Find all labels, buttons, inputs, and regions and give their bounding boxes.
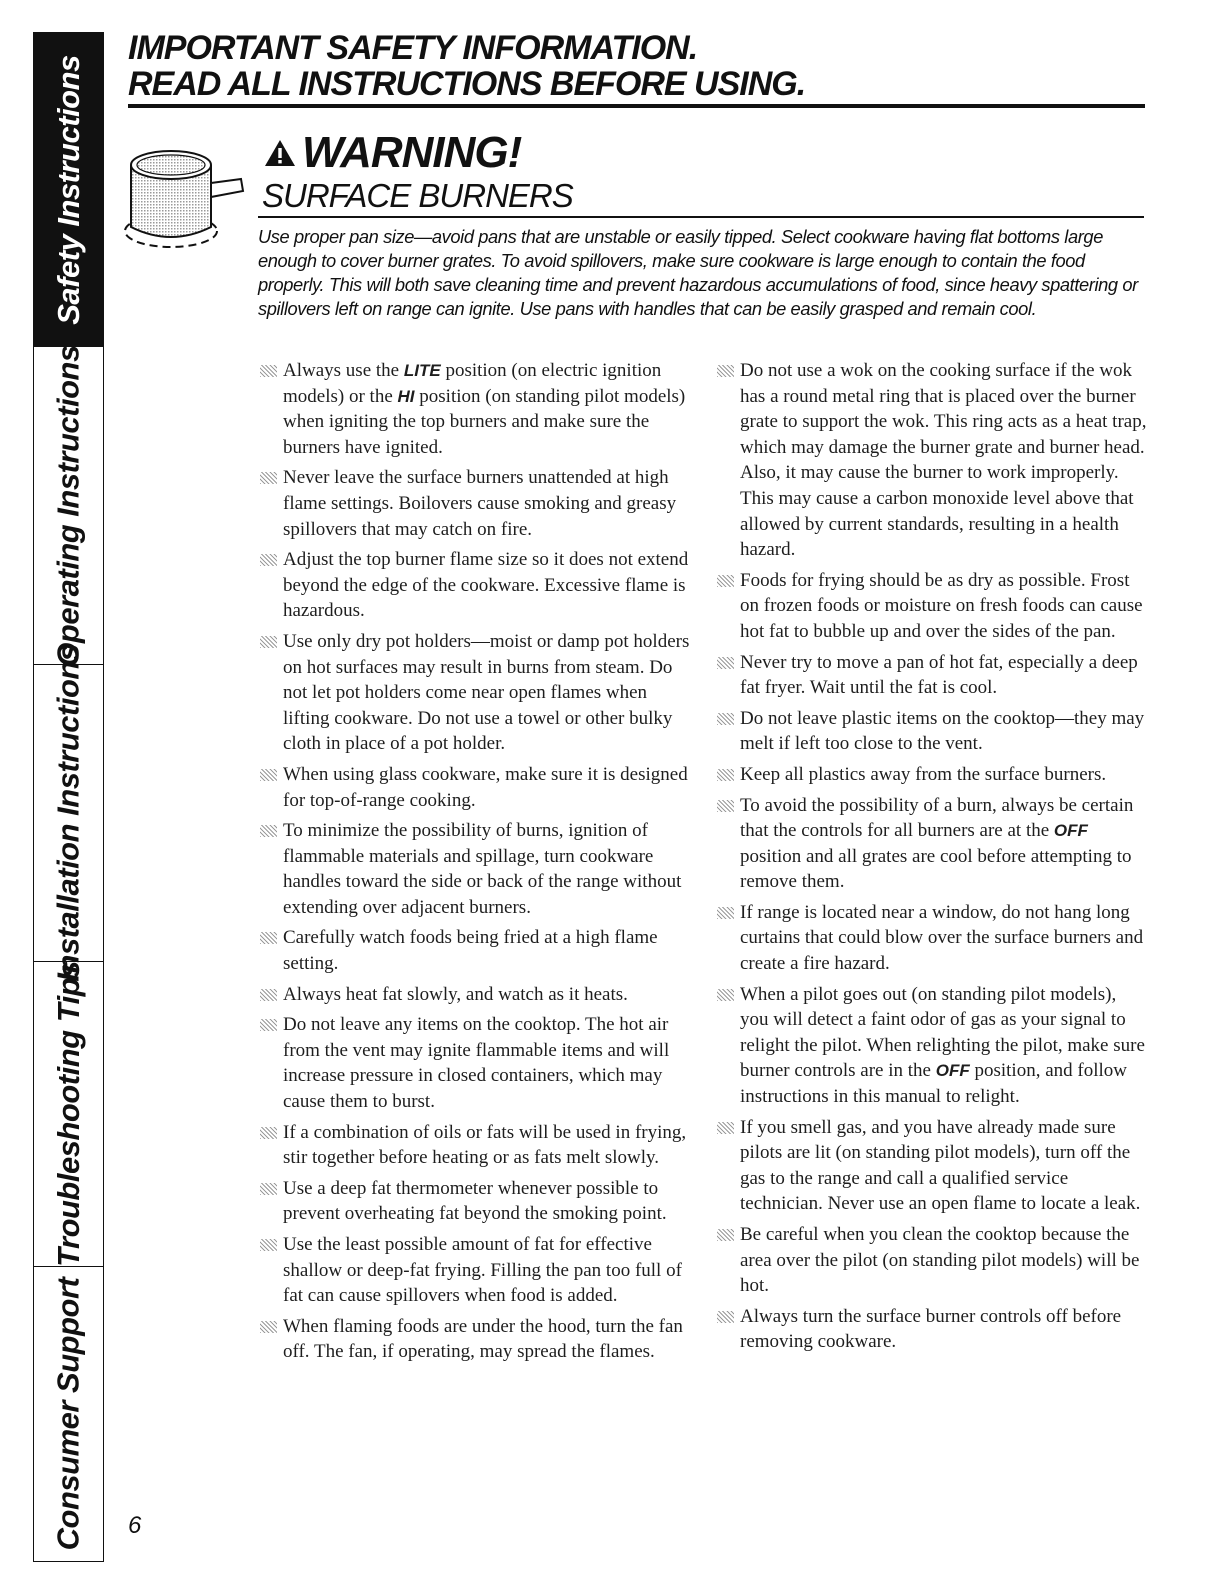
item-text: When a pilot goes out (on standing pilot models), you will detect a faint odor of gas as your signal to relight the pilot. When relighting the pilot, make sure burner controls are in the	[740, 983, 1145, 1082]
bullet-icon	[717, 1311, 734, 1323]
item-text: If you smell gas, and you have already made sure pilots are lit (on standing pilot models), turn off the gas to the range and call a qualified service technician. Never use an open flame to locate a leak.	[740, 1116, 1141, 1215]
item-text: To avoid the possibility of a burn, always be certain that the controls for all burners are at the	[740, 794, 1134, 842]
list-item	[715, 1222, 1147, 1299]
list-item	[258, 925, 696, 976]
left-column	[258, 358, 696, 1370]
tab-label: Installation Instructions	[50, 644, 86, 982]
item-text: Do not leave any items on the cooktop. The hot air from the vent may ignite flammable items and will increase pressure in closed containers, which may cause them to burst.	[283, 1014, 670, 1113]
item-text: Always heat fat slowly, and watch as it heats.	[283, 983, 628, 1005]
page-header	[128, 30, 1144, 102]
list-item	[258, 629, 696, 757]
bullet-icon	[717, 989, 734, 1001]
keyword-hi: HI	[397, 386, 415, 406]
list-item	[258, 1314, 696, 1365]
tab-consumer-support[interactable]	[34, 1267, 103, 1560]
tab-installation-instructions[interactable]	[34, 644, 103, 982]
bullet-icon	[260, 1321, 277, 1333]
bullet-icon	[260, 1127, 277, 1139]
list-item	[258, 358, 696, 460]
list-item	[715, 1304, 1147, 1355]
cooking-pot-icon	[117, 135, 249, 267]
list-item	[715, 762, 1147, 788]
bullet-icon	[260, 636, 277, 648]
item-text: Do not use a wok on the cooking surface if the wok has a round metal ring that is placed over the burner grate to support the wok. This ring acts as a heat trap, which may damage the burner grate and burner head. Also, it may cause the burner to work improperly. This may cause a carbon monoxide level above that allowed by current standards, resulting in a health hazard.	[740, 360, 1147, 561]
item-text: position, and follow instructions in this manual to relight.	[740, 1060, 1128, 1108]
list-item	[258, 1120, 696, 1171]
warning-subtitle: SURFACE BURNERS	[262, 177, 573, 214]
bullet-icon	[717, 365, 734, 377]
bullet-icon	[717, 1122, 734, 1134]
item-text: When using glass cookware, make sure it is designed for top-of-range cooking.	[283, 763, 688, 811]
list-item	[258, 1012, 696, 1114]
item-text: Keep all plastics away from the surface burners.	[740, 763, 1107, 785]
list-item	[715, 568, 1147, 645]
header-line-1: IMPORTANT SAFETY INFORMATION.	[128, 29, 698, 67]
list-item	[715, 793, 1147, 895]
bullet-icon	[260, 825, 277, 837]
bullet-icon	[717, 1229, 734, 1241]
tab-safety-instructions[interactable]	[34, 33, 103, 347]
list-item	[258, 547, 696, 624]
side-tabs	[33, 32, 104, 1562]
list-item	[715, 900, 1147, 977]
tab-label: Operating Instructions	[50, 344, 86, 667]
warning-rule	[258, 216, 1144, 218]
item-text: Use the least possible amount of fat for effective shallow or deep-fat frying. Filling the pan too full of fat can cause spillovers when food is added.	[283, 1234, 682, 1307]
bullet-icon	[717, 713, 734, 725]
bullet-icon	[260, 989, 277, 1001]
keyword-off: OFF	[935, 1061, 970, 1081]
tab-label: Troubleshooting Tips	[50, 961, 86, 1267]
bullet-icon	[717, 800, 734, 812]
warning-heading: WARNING!	[302, 128, 522, 177]
list-item	[258, 982, 696, 1008]
item-text: position and all grates are cool before attempting to remove them.	[740, 845, 1132, 893]
right-column	[715, 358, 1147, 1360]
bullet-icon	[717, 769, 734, 781]
bullet-icon	[260, 365, 277, 377]
item-text: When flaming foods are under the hood, turn the fan off. The fan, if operating, may spread the flames.	[283, 1315, 683, 1363]
page-number: 6	[128, 1512, 142, 1539]
bullet-icon	[260, 1183, 277, 1195]
item-text: position (on electric ignition models) or the	[283, 360, 662, 407]
item-text: Use only dry pot holders—moist or damp pot holders on hot surfaces may result in burns from steam. Do not let pot holders come near open flames when lifting cookware. Do not use a towel or other bulky cloth in place of a pot holder.	[283, 630, 690, 755]
bullet-icon	[717, 907, 734, 919]
bullet-icon	[260, 1239, 277, 1251]
item-text: Be careful when you clean the cooktop because the area over the pilot (on standing pilot models) will be hot.	[740, 1224, 1140, 1297]
list-item	[258, 818, 696, 920]
tab-troubleshooting-tips[interactable]	[34, 962, 103, 1267]
item-text: Foods for frying should be as dry as possible. Frost on frozen foods or moisture on fresh foods can cause hot fat to bubble up and over the sides of the pan.	[740, 569, 1143, 642]
item-text: Never leave the surface burners unattended at high flame settings. Boilovers cause smoking and greasy spillovers that may catch on fire.	[283, 467, 677, 540]
list-item	[715, 982, 1147, 1110]
list-item	[258, 1232, 696, 1309]
warning-triangle-icon	[264, 139, 296, 167]
item-text: If range is located near a window, do not hang long curtains that could blow over the surface burners and create a fire hazard.	[740, 901, 1144, 975]
list-item	[258, 465, 696, 542]
keyword-lite: LITE	[403, 361, 441, 380]
list-item	[715, 650, 1147, 701]
bullet-icon	[260, 472, 277, 484]
list-item	[715, 358, 1147, 563]
bullet-icon	[717, 657, 734, 669]
item-text: Carefully watch foods being fried at a high flame setting.	[283, 927, 658, 975]
item-text: If a combination of oils or fats will be used in frying, stir together before heating or as fats melt slowly.	[283, 1121, 687, 1169]
bullet-icon	[260, 932, 277, 944]
warning-title	[264, 128, 521, 178]
list-item	[258, 1176, 696, 1227]
list-item	[715, 706, 1147, 757]
bullet-icon	[260, 769, 277, 781]
item-text: To minimize the possibility of burns, ignition of flammable materials and spillage, turn cookware handles toward the side or back of the range without extending over adjacent burners.	[283, 820, 682, 918]
bullet-icon	[260, 1019, 277, 1031]
item-text: Adjust the top burner flame size so it does not extend beyond the edge of the cookware. Excessive flame is hazardous.	[283, 549, 689, 622]
item-text: Use a deep fat thermometer whenever possible to prevent overheating fat beyond the smoking point.	[283, 1177, 667, 1225]
bullet-icon	[717, 575, 734, 587]
bullet-icon	[260, 554, 277, 566]
list-item	[715, 1115, 1147, 1217]
tab-operating-instructions[interactable]	[34, 344, 103, 667]
item-text: Never try to move a pan of hot fat, especially a deep fat fryer. Wait until the fat is cool.	[740, 651, 1138, 699]
header-line-2: READ ALL INSTRUCTIONS BEFORE USING.	[128, 65, 806, 103]
keyword-off: OFF	[1053, 821, 1088, 841]
item-text: Always use the	[283, 360, 404, 381]
item-text: position (on standing pilot models) when igniting the top burners and make sure the burners have ignited.	[283, 385, 686, 458]
warning-body: Use proper pan size—avoid pans that are unstable or easily tipped. Select cookware having flat bottoms large enough to cover burner grates. To avoid spillovers, make sure cookware is large enough to contain the food properly. This will both save cleaning time and prevent hazardous accumulations of food, since heavy spattering or spillovers left on range can ignite. Use pans with handles that can be easily grasped and remain cool.	[258, 226, 1138, 319]
item-text: Do not leave plastic items on the cooktop—they may melt if left too close to the vent.	[740, 707, 1145, 755]
tab-label: Consumer Support	[50, 1277, 86, 1550]
tab-label: Safety Instructions	[50, 54, 86, 325]
item-text: Always turn the surface burner controls off before removing cookware.	[740, 1305, 1122, 1353]
header-rule	[128, 104, 1145, 108]
list-item	[258, 762, 696, 813]
